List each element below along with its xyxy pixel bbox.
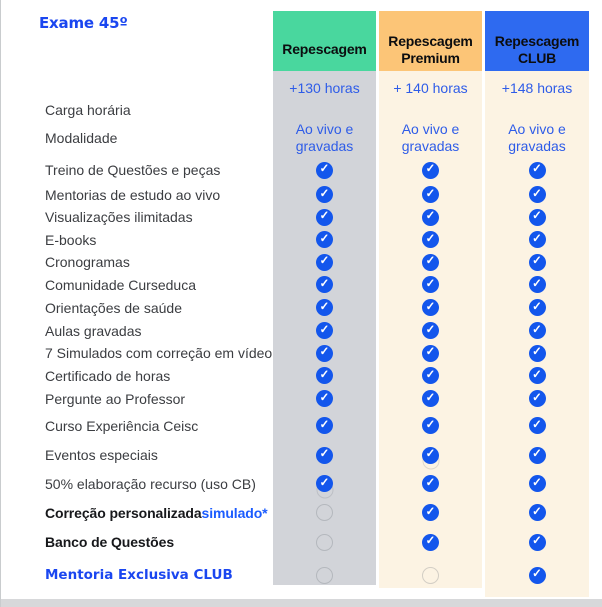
table-row <box>1 319 589 342</box>
feature-label: Banco de Questões <box>45 534 175 550</box>
plan-header-repescagem <box>273 11 376 71</box>
plan-cell <box>273 319 376 342</box>
plan-cell <box>379 557 482 593</box>
check-icon <box>422 567 439 584</box>
plan-cell <box>485 498 589 527</box>
check-icon <box>316 567 333 584</box>
check-icon: ✓ <box>316 322 333 339</box>
check-icon: ✓ <box>422 534 439 551</box>
check-icon: ✓ <box>316 475 333 492</box>
plan-cell <box>485 557 589 593</box>
plan-cell <box>273 183 376 206</box>
plan-cell <box>379 319 482 342</box>
plan-cell <box>273 364 376 387</box>
check-icon: ✓ <box>422 186 439 203</box>
cell-value: + 140 horas <box>393 80 468 96</box>
plan-cell <box>379 71 482 119</box>
feature-label: Pergunte ao Professor <box>45 390 186 407</box>
plan-cell <box>273 296 376 319</box>
plan-cell <box>273 119 376 157</box>
cell-value: +130 horas <box>289 80 360 96</box>
check-icon: ✓ <box>529 254 546 271</box>
check-icon: ✓ <box>422 322 439 339</box>
check-icon: ✓ <box>422 417 439 434</box>
plan-cell <box>379 251 482 273</box>
check-icon: ✓ <box>529 390 546 407</box>
feature-label: Mentorias de estudo ao vivo <box>45 186 221 203</box>
plan-cell <box>273 498 376 527</box>
plan-cell <box>273 557 376 593</box>
plan-header-repescagem-club <box>485 11 589 71</box>
plan-cell <box>485 469 589 498</box>
table-row-mentoria-exclusiva-club <box>1 557 589 593</box>
check-icon: ✓ <box>422 276 439 293</box>
plan-cell <box>485 251 589 273</box>
plan-cell <box>273 157 376 183</box>
table-row <box>1 469 589 498</box>
feature-label: Eventos especiais <box>45 447 158 463</box>
plan-cell <box>485 273 589 296</box>
feature-label: Aulas gravadas <box>45 322 142 339</box>
plan-cell <box>273 273 376 296</box>
plan-cell <box>273 206 376 228</box>
check-icon: ✓ <box>529 447 546 464</box>
plan-cell <box>485 157 589 183</box>
plan-cell <box>273 251 376 273</box>
plan-cell <box>379 410 482 441</box>
feature-label: Curso Experiência Ceisc <box>45 417 199 434</box>
check-icon: ✓ <box>529 504 546 521</box>
check-icon: ✓ <box>316 299 333 316</box>
plan-cell <box>379 527 482 557</box>
check-icon: ✓ <box>529 231 546 248</box>
plan-name-line: Repescagem <box>282 40 367 57</box>
check-icon: ✓ <box>422 254 439 271</box>
table-row-carga-horaria <box>1 71 589 119</box>
check-icon: ✓ <box>316 231 333 248</box>
cell-value: Ao vivo e gravadas <box>508 121 566 154</box>
plan-cell <box>273 71 376 119</box>
feature-label: Modalidade <box>45 130 118 146</box>
plan-cell <box>485 319 589 342</box>
plan-cell <box>485 119 589 157</box>
plan-cell <box>379 342 482 364</box>
check-icon: ✓ <box>529 475 546 492</box>
table-row <box>1 342 589 364</box>
plan-cell <box>273 342 376 364</box>
check-icon: ✓ <box>422 390 439 407</box>
plan-cell <box>379 228 482 251</box>
plan-cell <box>379 498 482 527</box>
plan-cell <box>379 441 482 469</box>
plan-cell <box>273 410 376 441</box>
check-icon: ✓ <box>529 367 546 384</box>
cell-value: Ao vivo e gravadas <box>295 121 354 154</box>
plan-cell <box>379 469 482 498</box>
plan-cell <box>379 364 482 387</box>
cell-value: +148 horas <box>501 80 573 96</box>
table-row <box>1 410 589 441</box>
plan-cell <box>485 342 589 364</box>
feature-label: Cronogramas <box>45 254 130 270</box>
check-icon <box>316 504 333 521</box>
check-icon: ✓ <box>316 390 333 407</box>
feature-label: Orientações de saúde <box>45 299 182 316</box>
check-icon: ✓ <box>422 447 439 464</box>
check-icon: ✓ <box>316 162 333 179</box>
plan-cell <box>485 527 589 557</box>
table-row <box>1 183 589 206</box>
check-icon: ✓ <box>422 475 439 492</box>
plan-name-line: Repescagem <box>494 33 580 49</box>
plan-cell <box>379 387 482 410</box>
table-row <box>1 251 589 273</box>
feature-label: 50% elaboração recurso (uso CB) <box>45 475 256 492</box>
plan-cell <box>485 410 589 441</box>
feature-label: Carga horária <box>45 102 131 118</box>
table-row <box>1 206 589 228</box>
plan-cell <box>273 387 376 410</box>
feature-label: Visualizações ilimitadas <box>45 209 193 225</box>
plan-cell <box>379 296 482 319</box>
plan-name-line: CLUB <box>517 49 557 66</box>
check-icon: ✓ <box>529 417 546 434</box>
feature-label-highlight: simulado* <box>201 504 268 521</box>
plan-cell <box>379 119 482 157</box>
plan-cell <box>273 228 376 251</box>
table-row <box>1 364 589 387</box>
plan-cell <box>273 527 376 557</box>
check-icon: ✓ <box>422 345 439 362</box>
plan-cell <box>485 364 589 387</box>
check-icon: ✓ <box>529 299 546 316</box>
check-icon: ✓ <box>316 186 333 203</box>
plan-cell <box>485 441 589 469</box>
page-title: Exame 45º <box>39 14 128 32</box>
plan-cell <box>273 441 376 469</box>
table-row-banco-de-questoes <box>1 527 589 557</box>
plan-cell <box>379 183 482 206</box>
plan-cell <box>485 387 589 410</box>
check-icon: ✓ <box>529 209 546 226</box>
bottom-divider <box>1 599 602 607</box>
feature-label: Correção personalizada simulado* <box>45 504 268 521</box>
check-icon: ✓ <box>529 322 546 339</box>
feature-label: Comunidade Curseduca <box>45 276 196 293</box>
plan-cell <box>485 228 589 251</box>
feature-label: Treino de Questões e peças <box>45 162 221 178</box>
check-icon: ✓ <box>316 345 333 362</box>
feature-table <box>1 71 589 593</box>
check-icon: ✓ <box>529 345 546 362</box>
check-icon: ✓ <box>529 276 546 293</box>
check-icon: ✓ <box>422 231 439 248</box>
plan-cell <box>379 206 482 228</box>
table-row-modalidade <box>1 119 589 157</box>
plan-cell <box>485 206 589 228</box>
check-icon: ✓ <box>316 367 333 384</box>
table-row <box>1 296 589 319</box>
table-row-correcao-personalizada <box>1 498 589 527</box>
check-icon: ✓ <box>422 209 439 226</box>
plan-cell <box>379 273 482 296</box>
cell-value: Ao vivo e gravadas <box>401 121 460 154</box>
plan-header-repescagem-premium <box>379 11 482 71</box>
check-icon: ✓ <box>316 254 333 271</box>
check-icon: ✓ <box>529 534 546 551</box>
check-icon: ✓ <box>529 162 546 179</box>
feature-label: E-books <box>45 231 97 248</box>
table-row <box>1 273 589 296</box>
check-icon: ✓ <box>316 447 333 464</box>
check-icon: ✓ <box>316 276 333 293</box>
plan-cell <box>379 157 482 183</box>
feature-label: 7 Simulados com correção em vídeo <box>45 345 273 361</box>
plan-cell <box>485 71 589 119</box>
check-icon <box>316 534 333 551</box>
table-row <box>1 157 589 183</box>
check-icon: ✓ <box>422 162 439 179</box>
check-icon: ✓ <box>529 567 546 584</box>
table-row <box>1 387 589 410</box>
plan-cell <box>485 183 589 206</box>
plan-cell <box>273 469 376 498</box>
check-icon: ✓ <box>422 504 439 521</box>
plan-name-line: Repescagem <box>388 33 473 49</box>
table-row <box>1 441 589 469</box>
feature-label: Mentoria Exclusiva CLUB <box>45 567 233 583</box>
check-icon: ✓ <box>529 186 546 203</box>
check-icon: ✓ <box>316 209 333 226</box>
plan-name-line: Premium <box>401 49 460 66</box>
feature-label: Certificado de horas <box>45 367 171 384</box>
check-icon: ✓ <box>422 299 439 316</box>
check-icon: ✓ <box>316 417 333 434</box>
check-icon: ✓ <box>422 367 439 384</box>
table-row <box>1 228 589 251</box>
plan-cell <box>485 296 589 319</box>
